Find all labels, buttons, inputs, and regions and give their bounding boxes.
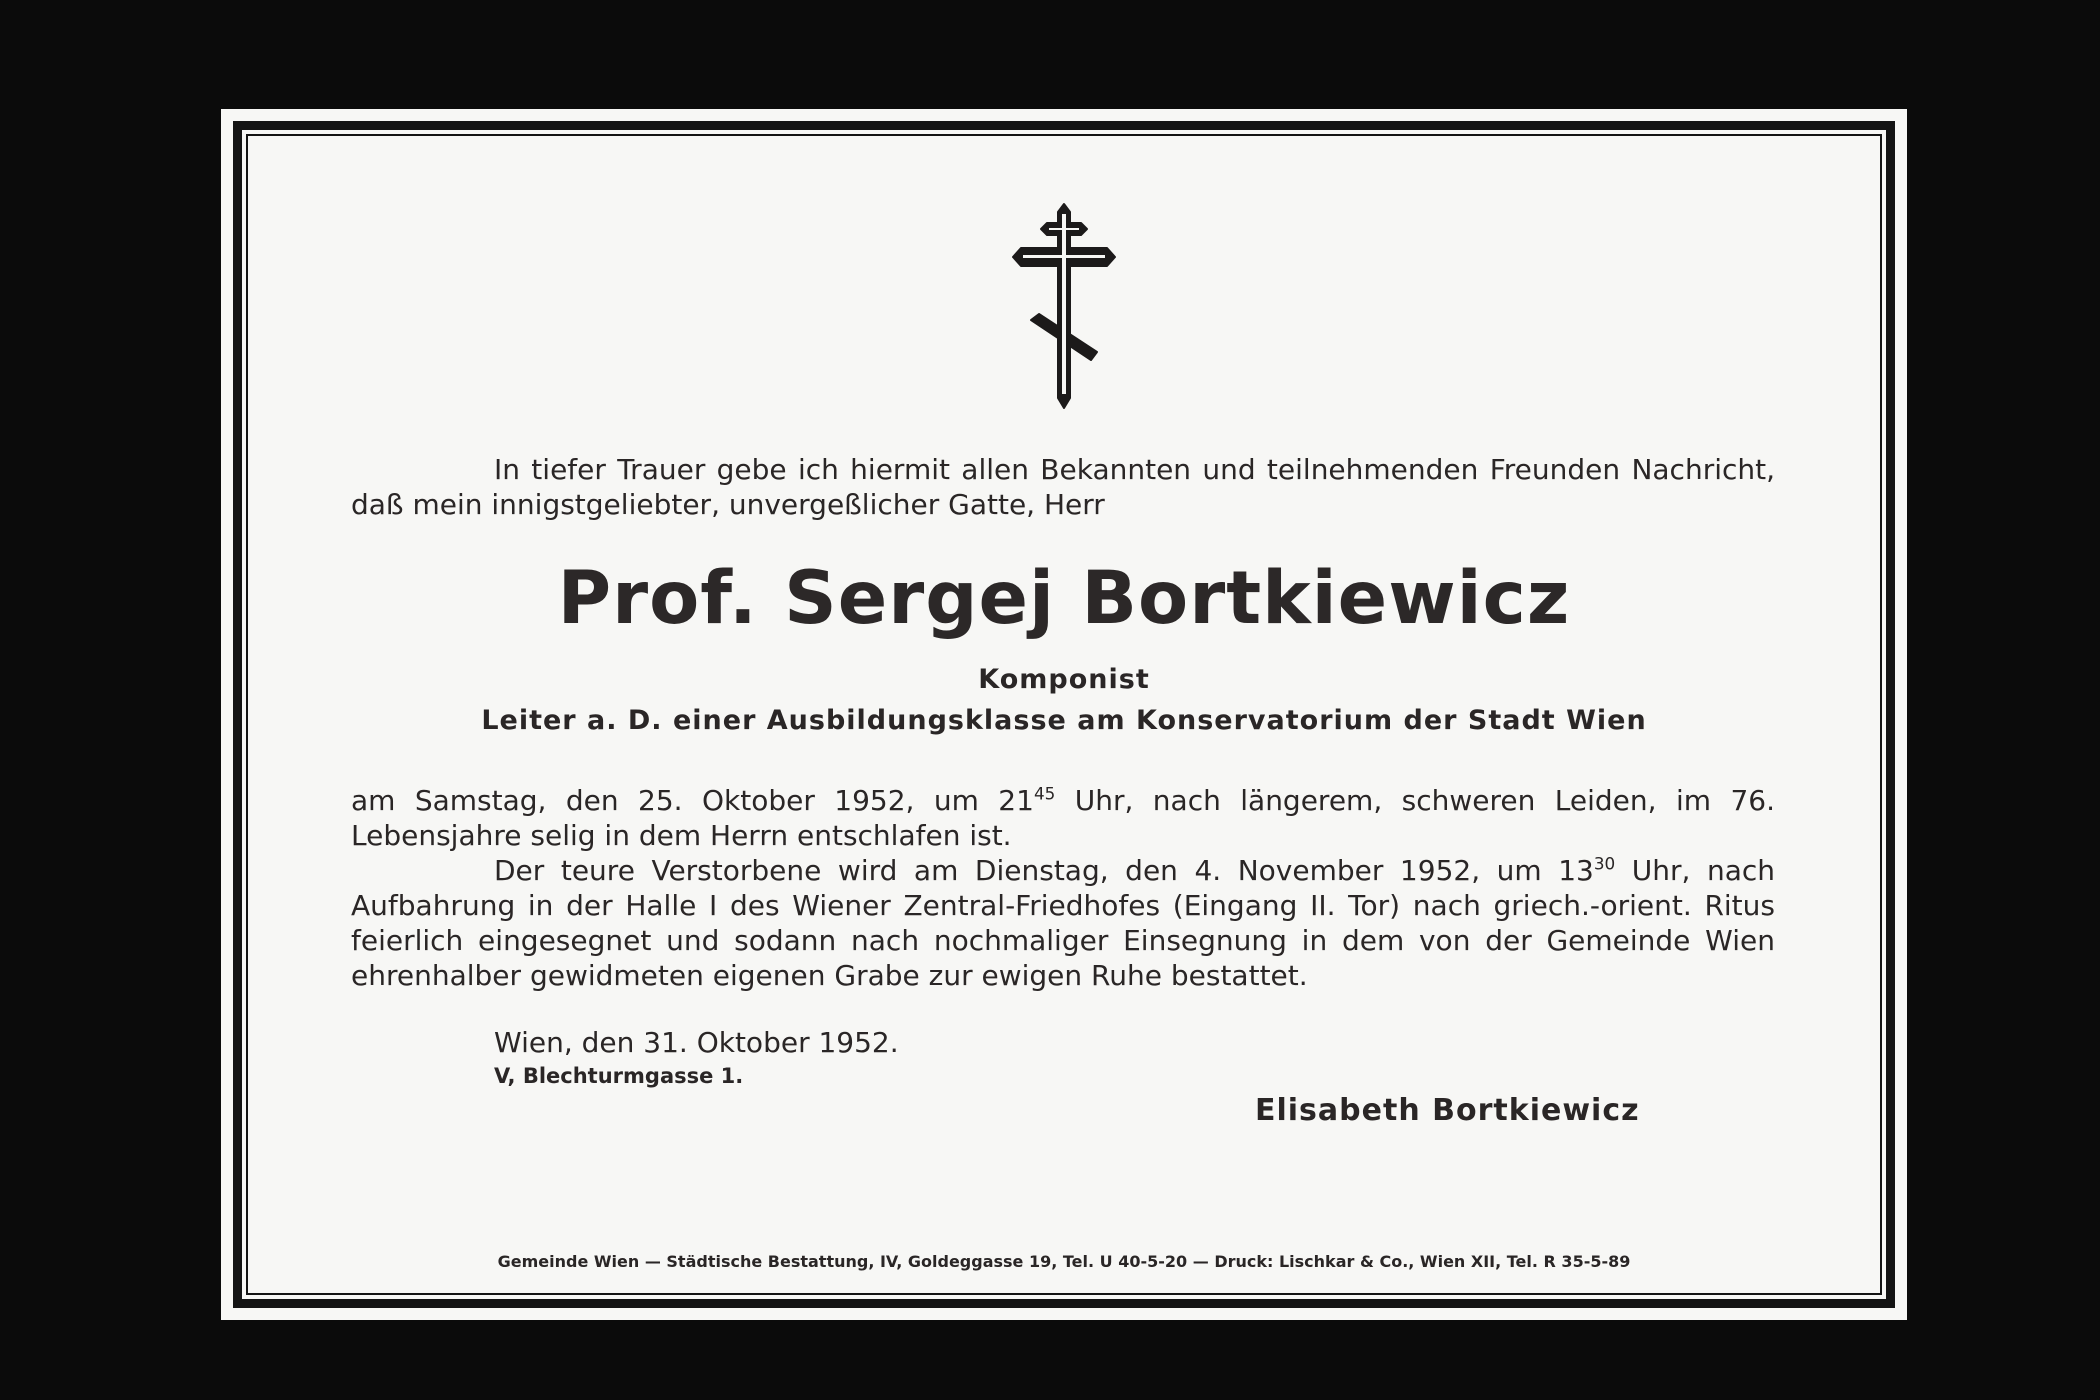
mourning-card <box>221 109 1907 1320</box>
death-text-end: Uhr, nach längerem, schweren Leiden, im 76. Lebensjahre selig in dem Herrn entschlafen ist. <box>351 784 1775 852</box>
address: V, Blechturmgasse 1. <box>494 1064 744 1088</box>
funeral-time-minutes: 30 <box>1593 853 1616 874</box>
funeral-text-end: Uhr, nach Aufbahrung in der Halle I des Wiener Zentral-Friedhofes (Eingang II. Tor) nach griech.-orient. Ritus feierlich eingesegnet und sodann nach nochmaliger Einsegnung in dem von der Gemeinde Wien ehrenhalber gewidmeten eigenen Grabe zur ewigen Ruhe bestattet. <box>351 854 1775 992</box>
death-time-minutes: 45 <box>1033 783 1056 804</box>
funeral-paragraph <box>351 853 1775 993</box>
printer-footer: Gemeinde Wien — Städtische Bestattung, IV, Goldeggasse 19, Tel. U 40-5-20 — Druck: Lischkar & Co., Wien XII, Tel. R 35-5-89 <box>497 1252 1631 1271</box>
signature: Elisabeth Bortkiewicz <box>1255 1093 1640 1128</box>
profession: Komponist <box>978 664 1150 695</box>
death-paragraph <box>351 783 1775 853</box>
death-text-start: am Samstag, den 25. Oktober 1952, um 21 <box>351 784 1034 817</box>
funeral-text-start: Der teure Verstorbene wird am Dienstag, den 4. November 1952, um 13 <box>494 854 1594 887</box>
position-title: Leiter a. D. einer Ausbildungsklasse am Konservatorium der Stadt Wien <box>481 705 1647 736</box>
intro-paragraph: In tiefer Trauer gebe ich hiermit allen Bekannten und teilnehmenden Freunden Nachricht, daß mein innigstgeliebter, unvergeßlicher Gatte, Herr <box>351 453 1775 521</box>
deceased-name: Prof. Sergej Bortkiewicz <box>557 556 1571 641</box>
orthodox-cross-icon <box>1009 202 1119 412</box>
place-date: Wien, den 31. Oktober 1952. <box>494 1026 899 1059</box>
